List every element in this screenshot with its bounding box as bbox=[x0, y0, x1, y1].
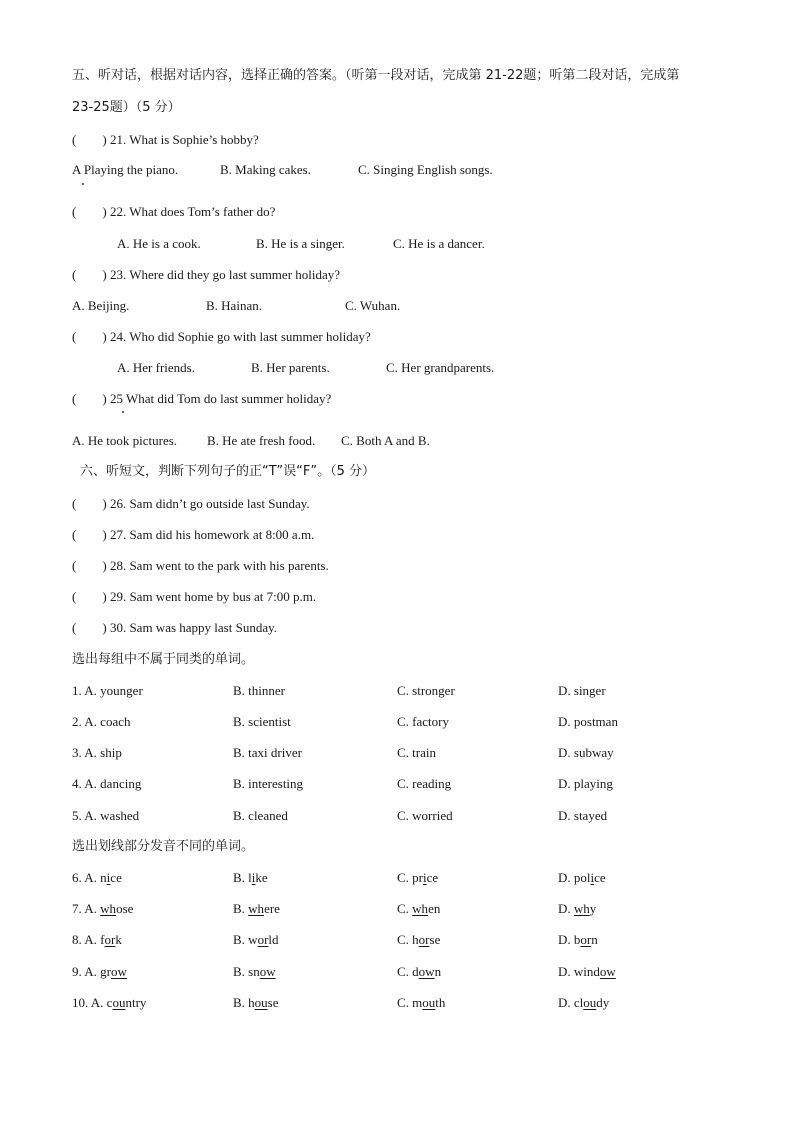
word-prefix: B. bbox=[233, 901, 249, 916]
word-suffix: dy bbox=[596, 995, 610, 1010]
underlined-letters: ow bbox=[418, 964, 435, 979]
question-stem: 22. What does Tom’s father do? bbox=[109, 204, 276, 219]
word-prefix: B. l bbox=[233, 870, 252, 885]
q23-option-c: C. Wuhan. bbox=[345, 298, 401, 313]
question-stem: 21. What is Sophie’s hobby? bbox=[109, 132, 259, 147]
word-option: B. scientist bbox=[233, 714, 291, 729]
underlined-letters: wh bbox=[573, 901, 590, 916]
word-option: C. stronger bbox=[397, 683, 455, 698]
q25-option-b: B. He ate fresh food. bbox=[207, 433, 316, 448]
word-suffix: se bbox=[429, 932, 441, 947]
word-option: 5. A. washed bbox=[72, 808, 140, 823]
pronunciation-option bbox=[558, 870, 606, 886]
pronunciation-option bbox=[72, 995, 146, 1011]
tf-item-30: ( ) 30. Sam was happy last Sunday. bbox=[72, 620, 277, 635]
underlined-letters: i bbox=[423, 870, 427, 885]
underlined-letters: ow bbox=[111, 964, 127, 979]
pronunciation-option bbox=[233, 932, 279, 948]
tf-item-27: ( ) 27. Sam did his homework at 8:00 a.m. bbox=[72, 527, 315, 542]
word-prefix: D. cl bbox=[558, 995, 584, 1010]
question-23: ( ) 23. Where did they go last summer holiday? bbox=[72, 267, 341, 282]
word-option: D. stayed bbox=[558, 808, 608, 823]
underlined-letters: ow bbox=[259, 964, 276, 979]
word-option: D. subway bbox=[558, 745, 614, 760]
pronunciation-option bbox=[558, 995, 609, 1011]
pronunciation-header: 选出划线部分发音不同的单词。 bbox=[72, 839, 255, 854]
question-24: ( ) 24. Who did Sophie go with last summer holiday? bbox=[72, 329, 371, 344]
underlined-letters: or bbox=[418, 932, 430, 947]
section6-header: 六、听短文，判断下列句子的正“T”误“F”。（5 分） bbox=[80, 464, 375, 479]
question-21: ( ) 21. What is Sophie’s hobby? bbox=[72, 132, 259, 147]
pronunciation-option bbox=[558, 901, 596, 917]
underlined-letters: or bbox=[104, 932, 116, 947]
stray-dot bbox=[122, 411, 124, 413]
underlined-letters: wh bbox=[248, 901, 265, 916]
tf-item-26: ( ) 26. Sam didn’t go outside last Sunday. bbox=[72, 496, 310, 511]
word-prefix: C. pr bbox=[397, 870, 423, 885]
stray-dot bbox=[82, 183, 84, 185]
word-option: 1. A. younger bbox=[72, 683, 143, 698]
word-suffix: ke bbox=[255, 870, 268, 885]
word-option: 4. A. dancing bbox=[72, 776, 142, 791]
word-prefix: B. h bbox=[233, 995, 255, 1010]
word-suffix: ld bbox=[268, 932, 279, 947]
word-suffix: en bbox=[428, 901, 441, 916]
word-prefix: 7. A. bbox=[72, 901, 101, 916]
section5-header-line1: 五、听对话，根据对话内容，选择正确的答案。（听第一段对话，完成第 21-22题；听第二段对话，完成第 bbox=[72, 68, 680, 83]
section5-header-line2: 23-25题）（5 分） bbox=[72, 100, 181, 115]
word-prefix: B. sn bbox=[233, 964, 260, 979]
q24-option-a: A. Her friends. bbox=[117, 360, 195, 375]
pronunciation-option bbox=[397, 932, 440, 948]
word-suffix: ce bbox=[594, 870, 606, 885]
q24-option-c: C. Her grandparents. bbox=[386, 360, 495, 375]
underlined-letters: i bbox=[106, 870, 111, 885]
word-option: D. playing bbox=[558, 776, 613, 791]
pronunciation-option bbox=[233, 995, 279, 1011]
pronunciation-option bbox=[558, 932, 598, 948]
word-suffix: k bbox=[115, 932, 122, 947]
word-suffix: ntry bbox=[125, 995, 147, 1010]
pronunciation-option bbox=[397, 901, 440, 917]
underlined-letters: ow bbox=[599, 964, 616, 979]
word-prefix: 8. A. f bbox=[72, 932, 105, 947]
word-prefix: D. b bbox=[558, 932, 581, 947]
question-22: ( ) 22. What does Tom’s father do? bbox=[72, 204, 276, 219]
pronunciation-option bbox=[233, 870, 268, 886]
word-option: D. postman bbox=[558, 714, 618, 729]
q22-option-c: C. He is a dancer. bbox=[393, 236, 485, 251]
word-option: D. singer bbox=[558, 683, 606, 698]
word-prefix: D. bbox=[558, 901, 574, 916]
pronunciation-option bbox=[397, 870, 438, 886]
q23-option-a: A. Beijing. bbox=[72, 298, 130, 313]
q25-option-a: A. He took pictures. bbox=[72, 433, 178, 448]
underlined-letters: i bbox=[590, 870, 595, 885]
pronunciation-option bbox=[558, 964, 616, 980]
pronunciation-option bbox=[233, 964, 276, 980]
pronunciation-option bbox=[72, 901, 133, 917]
word-option: 3. A. ship bbox=[72, 745, 122, 760]
word-suffix: n bbox=[434, 964, 442, 979]
underlined-letters: ou bbox=[112, 995, 126, 1010]
word-prefix: C. h bbox=[397, 932, 419, 947]
word-suffix: ce bbox=[426, 870, 439, 885]
underlined-letters: or bbox=[580, 932, 592, 947]
word-prefix: C. bbox=[397, 901, 413, 916]
word-suffix: ce bbox=[110, 870, 122, 885]
word-option: B. taxi driver bbox=[233, 745, 302, 760]
q21-option-c: C. Singing English songs. bbox=[358, 162, 493, 177]
q24-option-b: B. Her parents. bbox=[251, 360, 330, 375]
word-suffix: ose bbox=[116, 901, 134, 916]
underlined-letters: ou bbox=[254, 995, 268, 1010]
q25-option-c: C. Both A and B. bbox=[341, 433, 430, 448]
word-prefix: C. m bbox=[397, 995, 423, 1010]
q22-option-a: A. He is a cook. bbox=[117, 236, 201, 251]
question-stem: 25 What did Tom do last summer holiday? bbox=[109, 391, 332, 406]
pronunciation-option bbox=[72, 932, 122, 948]
q22-option-b: B. He is a singer. bbox=[256, 236, 345, 251]
underlined-letters: or bbox=[257, 932, 269, 947]
word-prefix: 6. A. n bbox=[72, 870, 107, 885]
question-stem: 23. Where did they go last summer holiday? bbox=[109, 267, 341, 282]
q23-option-b: B. Hainan. bbox=[206, 298, 262, 313]
pronunciation-option bbox=[72, 870, 122, 886]
pronunciation-option bbox=[397, 964, 441, 980]
odd-one-out-header: 选出每组中不属于同类的单词。 bbox=[72, 652, 255, 667]
word-suffix: n bbox=[591, 932, 598, 947]
word-option: C. factory bbox=[397, 714, 449, 729]
word-option: C. reading bbox=[397, 776, 452, 791]
word-prefix: D. wind bbox=[558, 964, 600, 979]
underlined-letters: wh bbox=[100, 901, 117, 916]
underlined-letters: ou bbox=[583, 995, 597, 1010]
pronunciation-option bbox=[72, 964, 127, 980]
underlined-letters: ou bbox=[422, 995, 436, 1010]
word-suffix: y bbox=[589, 901, 597, 916]
word-suffix: se bbox=[267, 995, 279, 1010]
pronunciation-option bbox=[397, 995, 445, 1011]
word-prefix: D. pol bbox=[558, 870, 591, 885]
q21-option-b: B. Making cakes. bbox=[220, 162, 311, 177]
word-prefix: 10. A. c bbox=[72, 995, 113, 1010]
word-suffix: ere bbox=[264, 901, 280, 916]
tf-item-28: ( ) 28. Sam went to the park with his parents. bbox=[72, 558, 329, 573]
question-stem: 24. Who did Sophie go with last summer holiday? bbox=[109, 329, 371, 344]
word-option: B. cleaned bbox=[233, 808, 288, 823]
word-prefix: B. w bbox=[233, 932, 258, 947]
underlined-letters: wh bbox=[412, 901, 429, 916]
word-option: C. worried bbox=[397, 808, 453, 823]
underlined-letters: i bbox=[251, 870, 256, 885]
q21-option-a: A Playing the piano. bbox=[72, 162, 179, 177]
word-prefix: C. d bbox=[397, 964, 419, 979]
word-option: 2. A. coach bbox=[72, 714, 131, 729]
word-option: B. interesting bbox=[233, 776, 304, 791]
question-25: ( ) 25 What did Tom do last summer holiday? bbox=[72, 391, 332, 406]
word-suffix: th bbox=[435, 995, 446, 1010]
word-option: B. thinner bbox=[233, 683, 285, 698]
pronunciation-option bbox=[233, 901, 280, 917]
word-option: C. train bbox=[397, 745, 436, 760]
tf-item-29: ( ) 29. Sam went home by bus at 7:00 p.m. bbox=[72, 589, 317, 604]
word-prefix: 9. A. gr bbox=[72, 964, 111, 979]
